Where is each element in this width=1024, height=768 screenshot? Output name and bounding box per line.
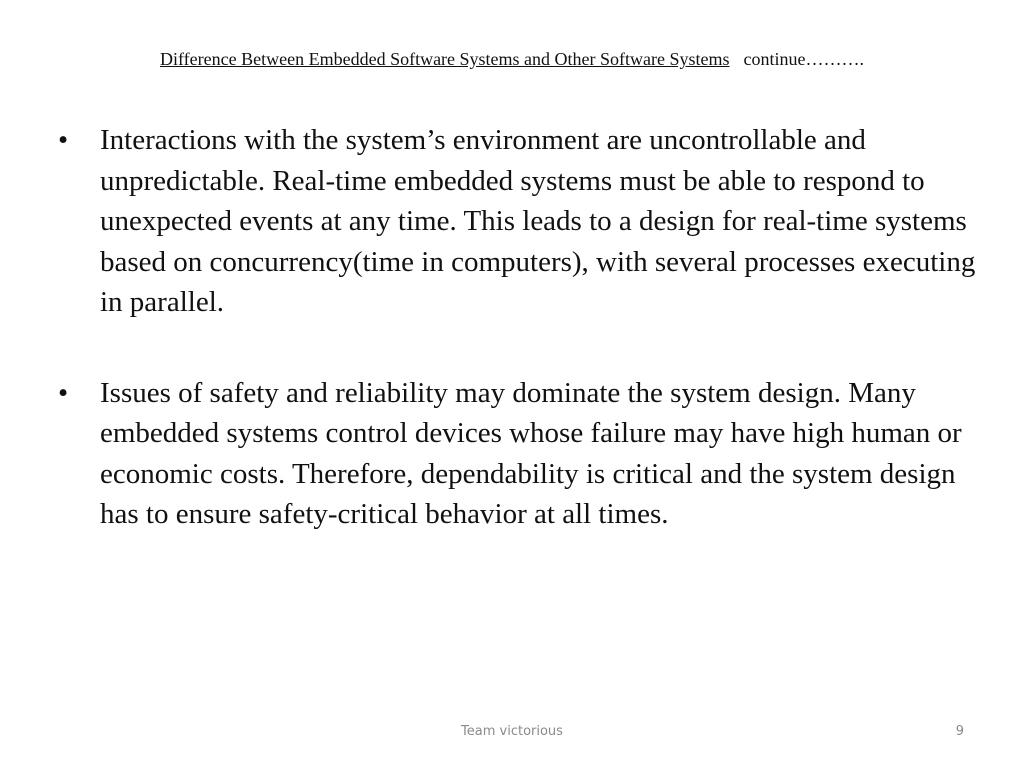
bullet-list — [58, 120, 978, 535]
slide-title-continued: continue………. — [743, 49, 864, 69]
bullet-icon: • — [58, 124, 69, 156]
slide-title-main: Difference Between Embedded Software Systems and Other Software Systems — [160, 49, 730, 69]
bullet-icon: • — [58, 376, 69, 409]
bullet-item — [58, 373, 978, 535]
bullet-text: Interactions with the system’s environment are uncontrollable and unpredictable. Real-time embedded systems must be able to respond to unexpected events at any time. This leads to a design for real-time systems based on concurrency(time in computers), with several processes executing in parallel. — [100, 124, 976, 318]
bullet-text: Issues of safety and reliability may dominate the system design. Many embedded systems control devices whose failure may have high human or economic costs. Therefore, dependability is critical and the system design has to ensure safety-critical behavior at all times. — [100, 376, 962, 530]
bullet-item — [58, 120, 978, 323]
footer-text: Team victorious — [461, 724, 563, 739]
page-number: 9 — [955, 724, 964, 739]
slide-title — [0, 47, 1024, 71]
